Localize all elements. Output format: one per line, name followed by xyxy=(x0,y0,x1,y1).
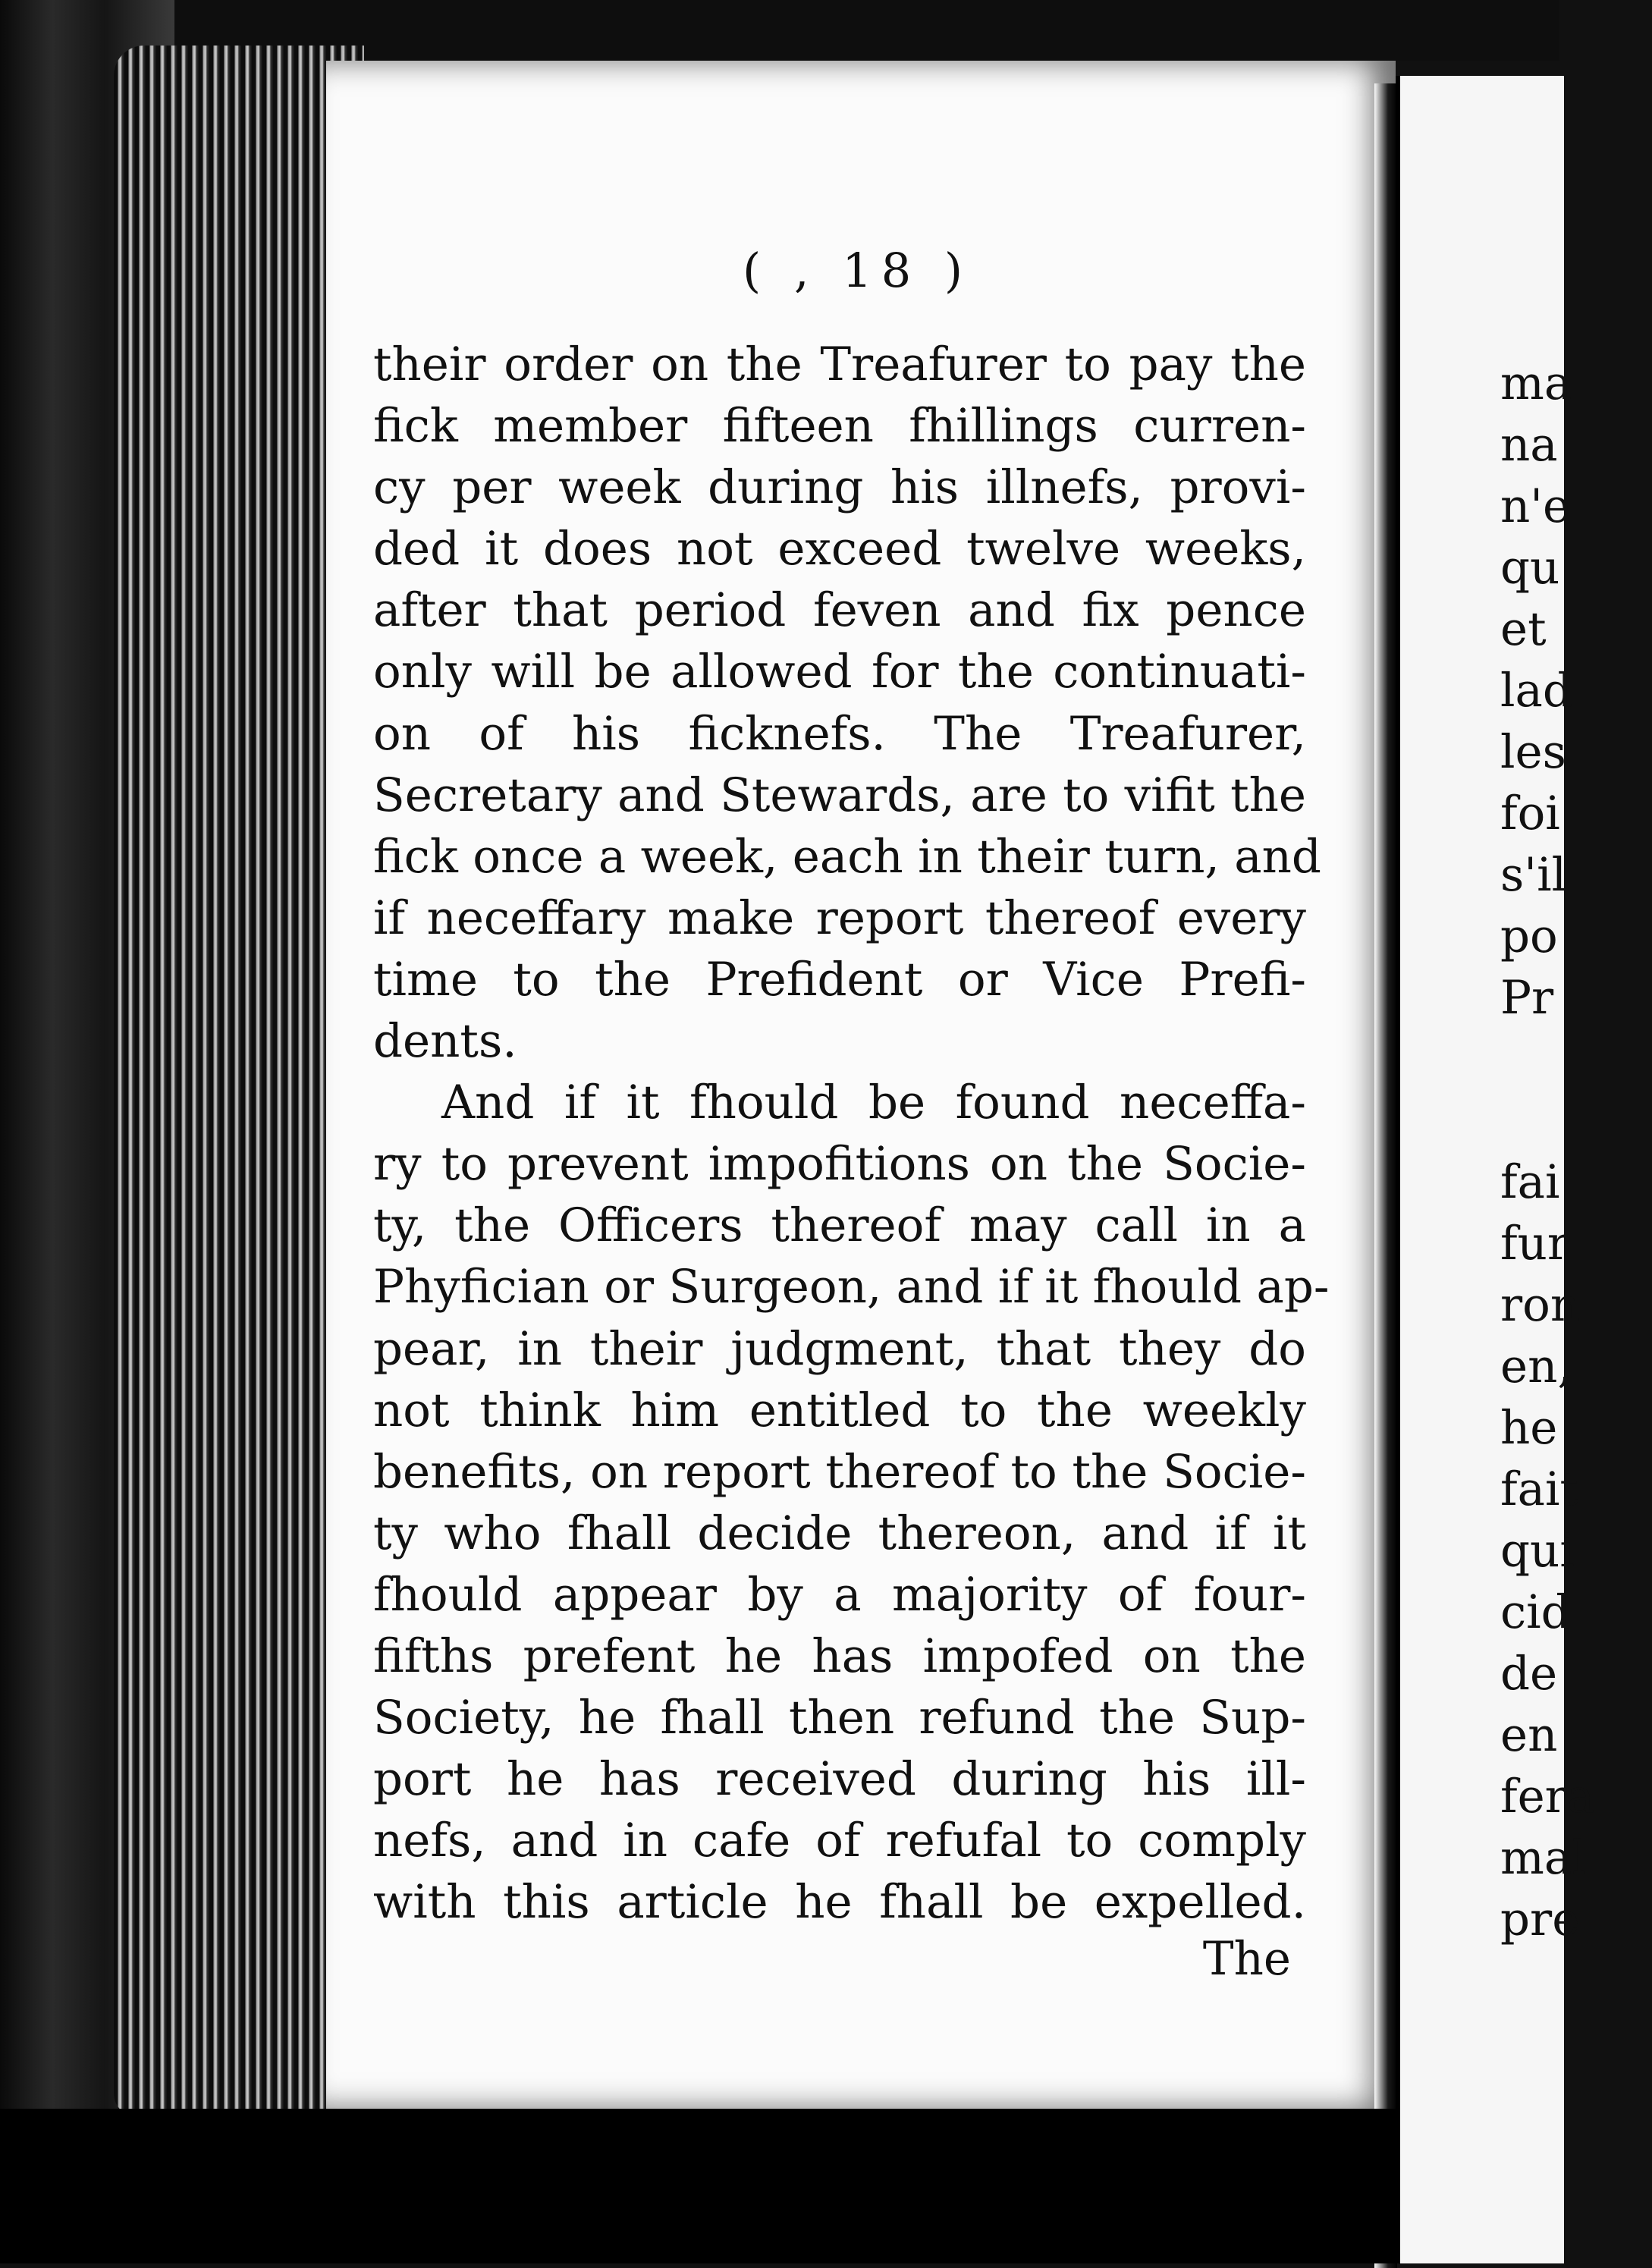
facing-text-fragment: cid xyxy=(1500,1585,1571,1639)
text-line: only will be allowed for the continuati- xyxy=(373,645,1306,699)
text-line: benefits, on report thereof to the Socie- xyxy=(373,1444,1306,1499)
text-line: pear, in their judgment, that they do xyxy=(373,1321,1306,1376)
facing-text-fragment: po xyxy=(1500,909,1558,963)
facing-text-fragment: Pr xyxy=(1500,971,1554,1025)
text-line: ded it does not exceed twelve weeks, xyxy=(373,522,1306,576)
facing-text-fragment: foi xyxy=(1500,787,1560,840)
text-line: on of his ficknefs. The Treafurer, xyxy=(373,706,1306,761)
facing-text-fragment: fai xyxy=(1500,1155,1560,1209)
text-line: Phyfician or Surgeon, and if it fhould ap- xyxy=(373,1260,1330,1315)
text-line: Society, he fhall then refund the Sup- xyxy=(373,1691,1306,1745)
book-gutter xyxy=(1374,83,1397,2268)
facing-text-fragment: ma xyxy=(1500,357,1572,410)
facing-text-fragment: qui xyxy=(1500,1524,1575,1578)
text-line: nefs, and in cafe of refufal to comply xyxy=(373,1814,1306,1868)
page-number: ( , 18 ) xyxy=(742,243,972,298)
facing-text-fragment: na xyxy=(1500,418,1558,472)
page-body-text xyxy=(373,334,1330,1933)
catchword: The xyxy=(1202,1932,1291,1986)
text-line: their order on the Treafurer to pay the xyxy=(373,338,1306,391)
facing-text-fragment: fera xyxy=(1500,1770,1595,1824)
text-line: time to the Prefident or Vice Prefi- xyxy=(373,952,1306,1007)
text-line: fifths prefent he has impofed on the xyxy=(373,1629,1306,1683)
facing-text-fragment: fur xyxy=(1500,1217,1570,1271)
facing-text-fragment: et xyxy=(1500,602,1547,656)
text-line: ry to prevent impofitions on the Socie- xyxy=(373,1137,1306,1192)
text-line: dents. xyxy=(373,1014,517,1069)
facing-text-fragment: fait xyxy=(1500,1462,1578,1516)
text-line: Secretary and Stewards, are to vifit the xyxy=(373,768,1306,822)
facing-text-fragment: lad xyxy=(1500,664,1572,718)
text-line: port he has received during his ill- xyxy=(373,1752,1306,1807)
facing-text-fragment: en xyxy=(1500,1708,1558,1762)
facing-text-fragment: n'e xyxy=(1500,479,1571,533)
facing-page-text xyxy=(1500,353,1652,1950)
facing-text-fragment xyxy=(1500,1090,1652,1151)
facing-text-fragment: mal xyxy=(1500,1831,1587,1885)
facing-text-fragment: s'il xyxy=(1500,848,1567,902)
facing-text-fragment: en, xyxy=(1500,1340,1572,1393)
text-line: fick member fifteen fhillings curren- xyxy=(373,399,1306,454)
facing-text-fragment: pre xyxy=(1500,1893,1580,1946)
text-line: And if it fhould be found neceffa- xyxy=(441,1076,1306,1130)
text-line: ty, the Officers thereof may call in a xyxy=(373,1198,1306,1253)
text-line: after that period feven and fix pence xyxy=(373,583,1306,638)
facing-text-fragment: qu xyxy=(1500,541,1560,595)
text-line: ty who fhall decide thereon, and if it xyxy=(373,1506,1306,1560)
text-line: fhould appear by a majority of four- xyxy=(373,1567,1306,1622)
facing-text-fragment: he xyxy=(1500,1401,1558,1455)
facing-text-fragment: les xyxy=(1500,725,1566,779)
facing-text-fragment: de xyxy=(1500,1647,1558,1701)
facing-text-fragment xyxy=(1500,1029,1652,1090)
scan-bottom-border xyxy=(0,2109,1396,2263)
text-line: not think him entitled to the weekly xyxy=(373,1383,1306,1437)
text-line: cy per week during his illnefs, provi- xyxy=(373,460,1306,515)
text-line: fick once a week, each in their turn, and xyxy=(373,829,1321,884)
facing-text-fragment: ron xyxy=(1500,1278,1581,1332)
text-line: if neceffary make report thereof every xyxy=(373,891,1306,945)
text-line: with this article he fhall be expelled. xyxy=(373,1875,1306,1930)
